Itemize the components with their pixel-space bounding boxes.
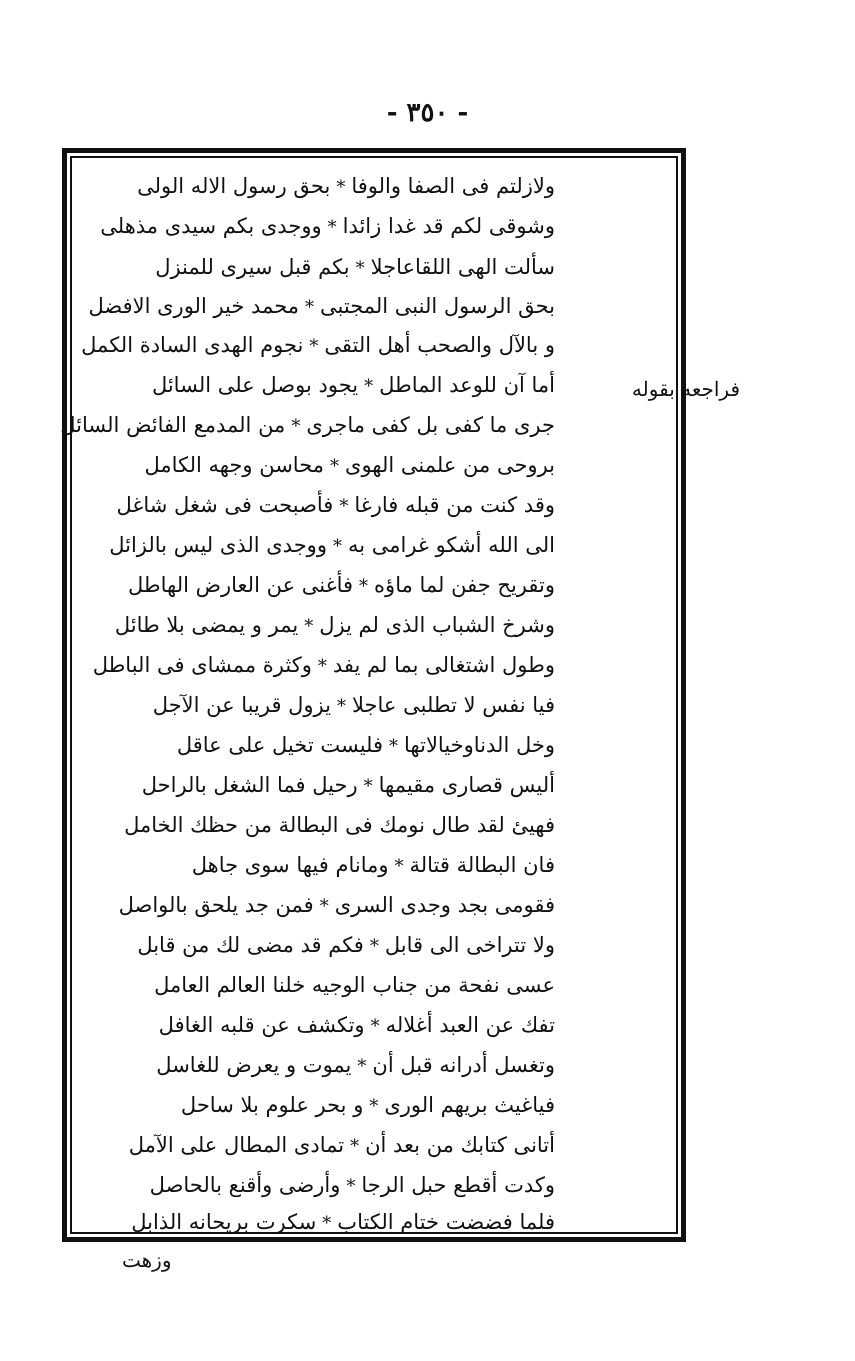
verse-first-hemistich: وتغسل أدرانه قبل أن	[372, 1053, 555, 1077]
verse-second-hemistich: بحق رسول الاله الولى	[137, 174, 331, 198]
verse-first-hemistich: عسى نفحة من جناب الوجيه خلنا العالم العامل	[154, 973, 555, 997]
verse-line	[135, 727, 555, 763]
verse-first-hemistich: فان البطالة قتالة	[409, 853, 555, 877]
verse-separator-star: *	[339, 496, 349, 517]
verse-first-hemistich: وشوقى لكم قد غدا زائدا	[342, 214, 555, 238]
verse-first-hemistich: فيا نفس لا تطلبى عاجلا	[352, 693, 555, 717]
verse-line	[135, 168, 555, 204]
verse-second-hemistich: ومانام فيها سوى جاهل	[191, 853, 389, 877]
verse-line	[135, 1007, 555, 1043]
verse-first-hemistich: و بالآل والصحب أهل التقى	[324, 333, 555, 357]
verse-line	[128, 1127, 555, 1163]
verse-separator-star: *	[304, 616, 314, 637]
verse-separator-star: *	[317, 656, 327, 677]
verse-line	[124, 807, 555, 843]
verse-separator-star: *	[346, 1176, 356, 1197]
verse-first-hemistich: وكدت أقطع حبل الرجا	[361, 1173, 555, 1197]
verse-line	[100, 208, 555, 244]
verse-line	[131, 1204, 555, 1240]
verse-second-hemistich: وتكشف عن قلبه الغافل	[158, 1013, 365, 1037]
verse-second-hemistich: فكم قد مضى لك من قابل	[137, 933, 364, 957]
verse-line	[109, 527, 555, 563]
verse-line	[88, 288, 555, 324]
verse-first-hemistich: وتقريح جفن لما ماؤه	[374, 573, 555, 597]
verse-line	[114, 607, 555, 643]
verse-first-hemistich: وطول اشتغالى بما لم يفد	[332, 653, 555, 677]
verse-separator-star: *	[350, 1136, 360, 1157]
verse-separator-star: *	[394, 856, 404, 877]
verse-first-hemistich: ولا تتراخى الى قابل	[384, 933, 555, 957]
verse-first-hemistich: ولازلتم فى الصفا والوفا	[351, 174, 555, 198]
verse-second-hemistich: سكرت بريحانه الذابل	[131, 1210, 317, 1234]
verse-separator-star: *	[359, 576, 369, 597]
verse-separator-star: *	[332, 536, 342, 557]
verse-separator-star: *	[305, 297, 315, 318]
verse-first-hemistich: فهيئ لقد طال نومك فى البطالة من حظك الخامل	[124, 813, 555, 837]
verse-second-hemistich: وأرضى وأقنع بالحاصل	[149, 1173, 341, 1197]
verse-second-hemistich: محمد خير الورى الافضل	[88, 294, 300, 318]
verse-separator-star: *	[389, 736, 399, 757]
verse-line	[135, 847, 555, 883]
verse-line	[135, 447, 555, 483]
verse-separator-star: *	[330, 456, 340, 477]
page-number: - ٣٥٠ -	[386, 98, 469, 128]
verse-separator-star: *	[337, 696, 346, 717]
verse-line	[135, 1087, 555, 1123]
verse-second-hemistich: يجود بوصل على السائل	[151, 373, 359, 397]
verse-separator-star: *	[363, 776, 373, 797]
verse-second-hemistich: فأصبحت فى شغل شاغل	[116, 493, 334, 517]
verse-separator-star: *	[364, 376, 374, 397]
verse-line	[135, 687, 555, 723]
verse-line	[60, 407, 555, 443]
verse-line	[135, 1167, 555, 1203]
verse-first-hemistich: سألت الهى اللقاعاجلا	[370, 255, 555, 279]
verse-first-hemistich: بحق الرسول النبى المجتبى	[320, 294, 555, 318]
verse-separator-star: *	[369, 1096, 379, 1117]
verse-first-hemistich: فلما فضضت ختام الكتاب	[337, 1210, 555, 1234]
verse-second-hemistich: من المدمع الفائض السائل	[60, 413, 286, 437]
verse-line	[128, 567, 555, 603]
verse-second-hemistich: رحيل فما الشغل بالراحل	[141, 773, 358, 797]
verse-second-hemistich: يزول قريبا عن الآجل	[152, 693, 331, 717]
verse-second-hemistich: ووجدى بكم سيدى مذهلى	[100, 214, 322, 238]
side-note: فراجعه بقوله	[631, 377, 740, 401]
verse-first-hemistich: بروحى من علمنى الهوى	[345, 453, 555, 477]
verse-separator-star: *	[370, 1016, 380, 1037]
verse-second-hemistich: يمر و يمضى بلا طائل	[114, 613, 299, 637]
verse-first-hemistich: وقد كنت من قبله فارغا	[354, 493, 555, 517]
verse-first-hemistich: أتانى كتابك من بعد أن	[365, 1133, 555, 1157]
verse-first-hemistich: فقومى بجد وجدى السرى	[334, 893, 555, 917]
verse-first-hemistich: جرى ما كفى بل كفى ماجرى	[306, 413, 555, 437]
verse-line	[116, 487, 555, 523]
verse-second-hemistich: فليست تخيل على عاقل	[176, 733, 384, 757]
verse-separator-star: *	[369, 936, 379, 957]
verse-line	[135, 249, 555, 285]
verse-line	[118, 887, 555, 923]
verse-second-hemistich: فمن جد يلحق بالواصل	[118, 893, 314, 917]
verse-second-hemistich: بكم قبل سيرى للمنزل	[155, 255, 350, 279]
verse-first-hemistich: وشرخ الشباب الذى لم يزل	[319, 613, 555, 637]
verse-line	[135, 767, 555, 803]
verse-line	[135, 1047, 555, 1083]
verse-line	[92, 647, 555, 683]
verse-line	[135, 967, 555, 1003]
verse-second-hemistich: تمادى المطال على الآمل	[128, 1133, 345, 1157]
verse-second-hemistich: محاسن وجهه الكامل	[144, 453, 325, 477]
verse-second-hemistich: فأغنى عن العارض الهاطل	[128, 573, 354, 597]
verse-separator-star: *	[357, 1056, 367, 1077]
verse-separator-star: *	[319, 896, 329, 917]
catchword: وزهت	[122, 1248, 172, 1272]
verse-separator-star: *	[322, 1213, 332, 1234]
verse-second-hemistich: ووجدى الذى ليس بالزائل	[109, 533, 327, 557]
verse-second-hemistich: يموت و يعرض للغاسل	[156, 1053, 352, 1077]
verse-separator-star: *	[336, 177, 346, 198]
verse-line	[81, 327, 555, 363]
verse-first-hemistich: وخل الدناوخيالاتها	[404, 733, 555, 757]
verse-first-hemistich: فياغيث بريهم الورى	[384, 1093, 555, 1117]
verse-separator-star: *	[309, 336, 319, 357]
verse-first-hemistich: أما آن للوعد الماطل	[379, 373, 555, 397]
poem-verse-list	[0, 164, 855, 1234]
verse-separator-star: *	[291, 416, 301, 437]
verse-line	[135, 927, 555, 963]
verse-separator-star: *	[355, 258, 365, 279]
verse-first-hemistich: الى الله أشكو غرامى به	[347, 533, 555, 557]
verse-separator-star: *	[327, 217, 337, 238]
verse-first-hemistich: تفك عن العبد أغلاله	[385, 1013, 555, 1037]
verse-second-hemistich: نجوم الهدى السادة الكمل	[81, 333, 304, 357]
verse-first-hemistich: أليس قصارى مقيمها	[378, 773, 555, 797]
verse-second-hemistich: و بحر علوم بلا ساحل	[180, 1093, 364, 1117]
verse-line	[135, 367, 555, 403]
verse-second-hemistich: وكثرة ممشاى فى الباطل	[92, 653, 312, 677]
